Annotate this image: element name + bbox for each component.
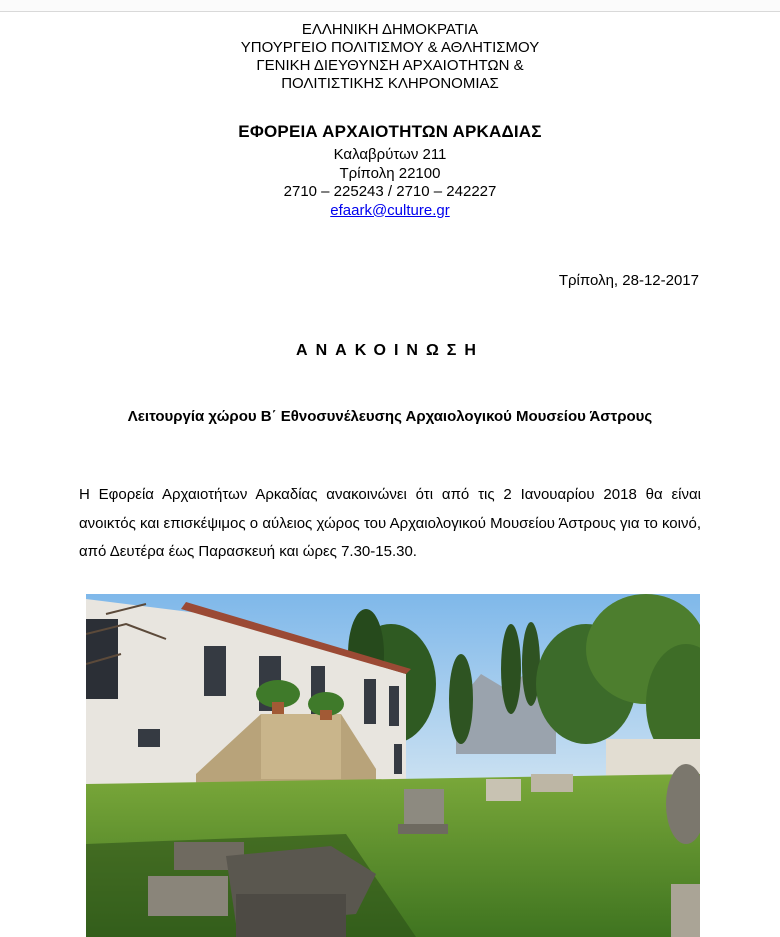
page-top-edge — [0, 0, 780, 12]
document-date: Τρίπολη, 28-12-2017 — [558, 272, 699, 289]
announcement-subtitle: Λειτουργία χώρου Β΄ Εθνοσυνέλευσης Αρχαιολογικού Μουσείου Άστρους — [127, 408, 653, 425]
header-line: ΥΠΟΥΡΓΕΙΟ ΠΟΛΙΤΙΣΜΟΥ & ΑΘΛΗΤΙΣΜΟΥ — [240, 39, 540, 56]
agency-address — [0, 146, 780, 220]
agency-name: ΕΦΟΡΕΙΑ ΑΡΧΑΙΟΤΗΤΩΝ ΑΡΚΑΔΙΑΣ — [238, 122, 542, 141]
museum-courtyard-photo — [86, 594, 700, 937]
museum-courtyard-illustration — [86, 594, 700, 937]
address-city: Τρίπολη 22100 — [339, 164, 441, 182]
email-link[interactable]: efaark@culture.gr — [330, 201, 450, 219]
header-line: ΓΕΝΙΚΗ ΔΙΕΥΘΥΝΣΗ ΑΡΧΑΙΟΤΗΤΩΝ & — [256, 57, 524, 74]
header-line: ΕΛΛΗΝΙΚΗ ΔΗΜΟΚΡΑΤΙΑ — [301, 21, 479, 38]
address-phones: 2710 – 225243 / 2710 – 242227 — [283, 183, 497, 200]
ministry-header — [0, 21, 780, 93]
announcement-title: ΑΝΑΚΟΙΝΩΣΗ — [296, 342, 484, 359]
address-street: Καλαβρύτων 211 — [333, 146, 447, 163]
header-line: ΠΟΛΙΤΙΣΤΙΚΗΣ ΚΛΗΡΟΝΟΜΙΑΣ — [281, 75, 499, 92]
announcement-body: Η Εφορεία Αρχαιοτήτων Αρκαδίας ανακοινώνει ότι από τις 2 Ιανουαρίου 2018 θα είναι ανοικτός και επισκέψιμος ο αύλειος χώρος του Αρχαιολογικού Μουσείου Άστρους για το κοινό, από Δευτέρα έως Παρασκευή και ώρες 7.30-15.30. — [79, 486, 701, 560]
